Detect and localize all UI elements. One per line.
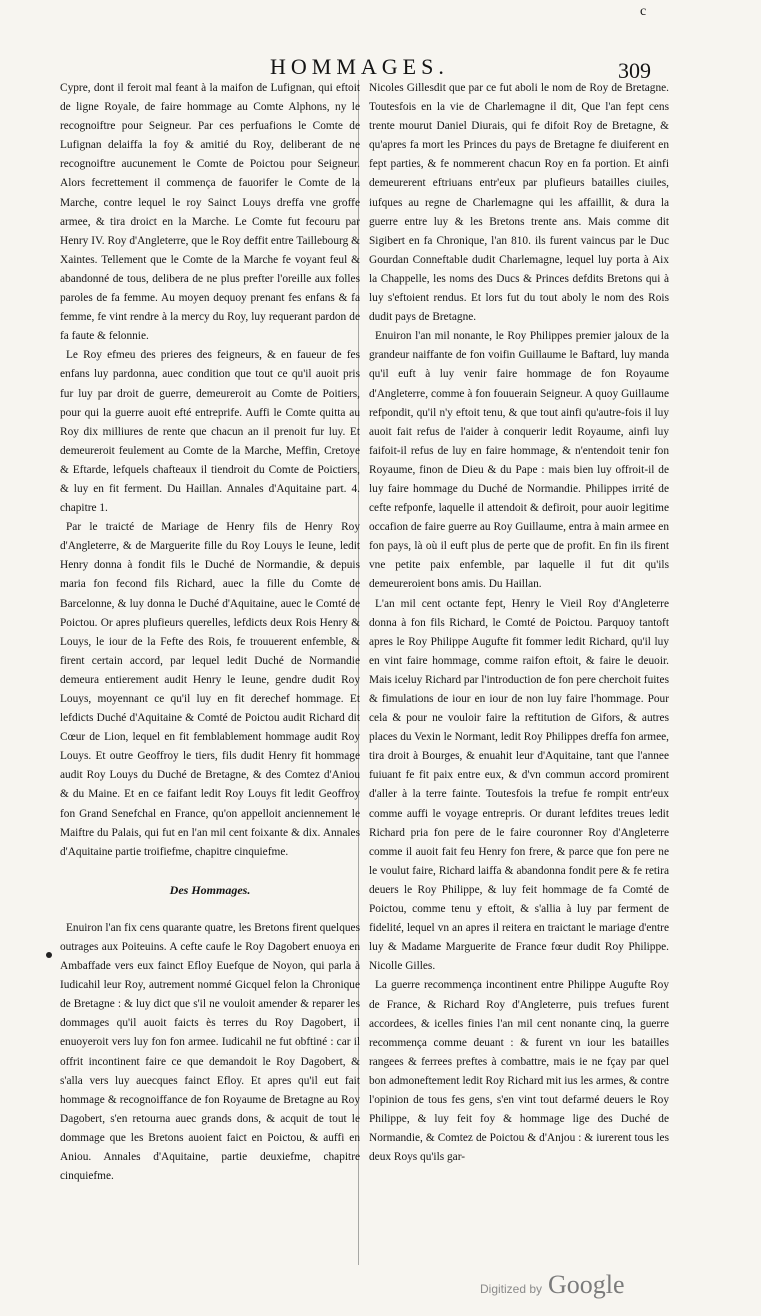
left-paragraph-3: Par le traicté de Mariage de Henry fils de Henry Roy d'Angleterre, & de Marguerite fille du Roy Louys le Ieune, ledit Henry donna à fondit fils le Duché de Normandie, & depuis maria fon fecond fils Richard, auec la fille du Comte de Barcelonne, & luy donna le Duché d'Aquitaine, auec le Comté de Poictou. Or apres plufieurs querelles, lefdicts deux Rois Henry & Louys, le iour de la Fefte des Rois, fe trouuerent enfemble, & firent certain accord, par lequel ledit Duché de Normandie demeura entierement audit Henry le Ieune, gendre dudit Roy Louys, moyennant ce qu'il luy en fit derechef hommage. Et lefdicts Duché d'Aquitaine & Comté de Poictou audit Richard dit Cœur de Lion, lequel en fit femblablement hommage audit Roy Louys. Et outre Geoffroy le tiers, fils dudit Henry fit hommage audit Roy Louys du Duché de Bretagne, & des Comtez d'Aniou & du Maine. Et en ce faifant ledit Roy Louys fit ledit Geoffroy fon Grand Senefchal en France, qu'on appelloit anciennement le Maiftre du Palais, qui fut en l'an mil cent foixante & dix. Annales d'Aquitaine partie troifiefme, chapitre cinquiefme. [60,521,360,858]
left-paragraph-2: Le Roy efmeu des prieres des feigneurs, & en faueur de fes enfans luy pardonna, auec condition que tout ce qu'il auoit pris fur luy par droit de guerre, demeureroit au Comte de Poitiers, pour qui la guerre auoit efté entreprife. Auffi le Comte quitta au Roy dix milliures de rente que chacun an il prenoit fur luy. Et demeureroit feulement au Comte de la Marche, Meffin, Cretoye & Eftarde, lefquels chafteaux il tiendroit du Comte de Poictiers, & luy en fit ferment. Du Haillan. Annales d'Aquitaine part. 4. chapitre 1. [60,349,360,515]
right-column [369,79,669,1167]
left-column [60,79,360,1186]
watermark-prefix: Digitized by [480,1282,543,1296]
left-paragraph-4: Enuiron l'an fix cens quarante quatre, les Bretons firent quelques outrages aux Poiteuins. A cefte caufe le Roy Dagobert enuoya en Ambaffade vers eux fainct Efloy Euefque de Noyon, qui parla à Iudicahil leur Roy, autrement nommé Gicquel felon la Chronique de Bretagne : & luy dict que s'il ne vouloit amender & reparer les dommages qu'il auoit faicts ès terres du Roy Dagobert, il enuoyeroit vers luy fon fon armee. Iudicahil ne fut obftiné : car il offrit incontinent faire ce que demandoit le Roy Dagobert, & s'alla vers luy auecques fainct Efloy. Et apres qu'il eut fait hommage & recognoiffance de fon Royaume de Bretagne au Roy Dagobert, s'en retourna auec grands dons, & acquit de tout le dommage que les Bretons auoient faict en Poictou, & auffi en Aniou. Annales d'Aquitaine, partie deuxiefme, chapitre cinquiefme. [60,921,360,1183]
google-digitized-watermark [480,1270,625,1300]
right-paragraph-4: La guerre recommença incontinent entre Philippe Augufte Roy de France, & Richard Roy d'Angleterre, puis trefues furent accordees, & icelles finies l'an mil cent nonante cinq, la guerre recommença comme deuant : & furent vn iour les batailles rangees & ferrees preftes à combattre, mais ie ne fçay par quel bon admoneftement ledit Roy Richard mit ius les armes, & contre l'opinion de tous fes gens, s'en vint tout defarmé deuers le Roy Philippe, & luy feit foy & hommage lige des Duché de Normandie, & Comtez de Poictou & d'Anjou : & iurerent tous les deux Roys qu'ils gar- [369,979,669,1164]
running-title: HOMMAGES. [270,54,449,79]
corner-mark: c [640,4,647,19]
section-heading: Des Hommages. [169,882,251,897]
right-paragraph-2: Enuiron l'an mil nonante, le Roy Philippes premier jaloux de la grandeur naiffante de fon voifin Guillaume le Baftard, luy manda qu'il euft à luy venir faire hommage de fon Royaume d'Angleterre, comme à fon fouuerain Seigneur. A quoy Guillaume refpondit, qu'il n'y eftoit tenu, & que tout ainfi qu'autre-fois il luy auoit fait refus de l'aider à conquerir ledit Royaume, ainfi luy faifoit-il refus de luy en faire hommage, & n'entendoit tenir fon Royaume, finon de Dieu & du Pape : mais bien luy offroit-il de luy faire hommage du Duché de Normandie. Philippes irrité de cefte refponfe, laquelle il attendoit & defiroit, pour auoir legitime occafion de faire guerre au Roy Guillaume, entra à main armee en fon pays, là où il euft plus de perte que de profit. En fin ils firent vne petite paix enfemble, par laquelle il fut dit qu'ils demeureroient bons amis. Du Haillan. [369,330,669,591]
left-paragraph-1: Cypre, dont il feroit mal feant à la maifon de Lufignan, qui eftoit de ligne Royale, de faire hommage au Comte Alphons, ny le recognoiftre pour Seigneur. Par ces perfuafions le Comte de Lufignan delaiffa la foy & amitié du Roy, deliberant de ne recognoiftre aucunement le Comte de Poictou pour Seigneur. Alors fecrettement il commença de fauorifer le Comte de la Marche, contre lequel le roy Sainct Louys dreffa vne groffe armee, & tira droict en la Marche. Le Comte fut fecouru par Henry IV. Roy d'Angleterre, que le Roy deffit entre Taillebourg & Xaintes. Tellement que le Comte de la Marche fe voyant feul & abandonné de tous, delibera de ne plus prefter l'oreille aux folles paroles de fa femme. Au moyen dequoy prenant fes enfans & fa femme, fe vint rendre à la mercy du Roy, luy requerant pardon de fa faute & felonnie. [60,82,360,343]
right-paragraph-3: L'an mil cent octante fept, Henry le Vieil Roy d'Angleterre donna à fon fils Richard, le Comté de Poictou. Parquoy tantoft apres le Roy Philippe Augufte fit fommer ledit Richard, qu'il luy en vint faire hommage, comme raifon eftoit, & faire le deuoir. Mais iceluy Richard par l'introduction de fon pere cherchoit fuites & fimulations de iour en iour de non luy faire l'hommage. Pour cela & pour ne vouloir faire la reftitution de Gifors, & autres places du Vexin le Normant, ledit Roy Philippes dreffa fon armee, tira droit à Bourges, & enuahit leur d'Aquitaine, tant que l'annee fuiuant fe fit paix entre eux, & d'vn commun accord promirent d'aller à la terre fainte. Toutesfois la trefue fe rompit entr'eux comme auffi le voyage entrepris. Or durant lefdites treues ledit Richard pria fon pere de le faire couronner Roy d'Angleterre comme il auoit fait feu Henry fon frere, & parce que fon pere ne le voulut faire, Richard laiffa & abandonna fondit pere & fe retira deuers le Roy Philippe, & luy feit hommage de fa Comté de Poictou, comme tenu y eftoit, & s'allia à luy par ferment de fidelité, lequel vn an apres il reitera en traictant le mariage d'entre luy & Madame Marguerite de France fœur dudit Roy Philippe. Nicolle Gilles. [369,597,669,973]
right-paragraph-1: Nicoles Gillesdit que par ce fut aboli le nom de Roy de Bretagne. Toutesfois en la vie de Charlemagne il dit, Que l'an fept cens trente mourut Daniel Diurais, qui fe difoit Roy de Bretagne, & qu'apres fa mort les Princes du pays de Bretagne fe diuiferent en fept parties, & fe nommerent chacun Roy en fa portion. Et ainfi demeurerent eftriuans entr'eux par plufieurs batailles ciuiles, iufques au regne de Charlemagne qui les affaillit, & dura la guerre entre luy & les Bretons trente ans. Mais comme dit Sigibert en fa Chronique, l'an 810. ils furent vaincus par le Duc Gourdan Conneftable dudit Charlemagne, lequel luy porta à Aix la Chappelle, les noms des Ducs & Princes defdits Bretons qui à luy s'eftoient rendus. Et lors fut du tout aboly le nom des Rois dudit pays de Bretagne. [369,82,669,324]
page-number: 309 [618,58,651,83]
google-logo-text: Google [548,1270,625,1299]
margin-bullet-mark [46,952,52,958]
